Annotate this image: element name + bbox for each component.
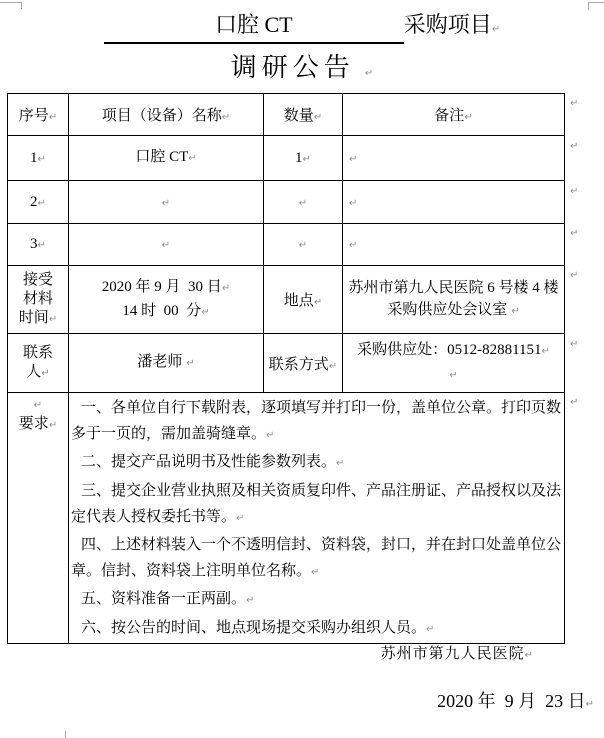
contact-method-label: 联系方式 <box>268 356 329 373</box>
header-name-cell <box>69 94 264 136</box>
paragraph-mark: ↵ <box>48 313 58 325</box>
require-label-mark-line <box>8 396 68 413</box>
accept-label-line2: 材料 <box>22 290 53 307</box>
qty-value: 1 <box>295 149 303 166</box>
require-content-cell <box>69 393 565 644</box>
title-line-1 <box>0 9 604 46</box>
paragraph-mark: ↵ <box>349 197 358 209</box>
paragraph-mark: ↵ <box>221 282 231 294</box>
seq-value: 1 <box>30 149 38 166</box>
paragraph-mark: ↵ <box>449 370 458 381</box>
location-line1-text: 苏州市第九人民医院 6 号楼 4 楼 <box>348 279 559 296</box>
contact-method-line2 <box>343 363 564 387</box>
paragraph-mark: ↵ <box>161 240 171 251</box>
paragraph-mark: ↵ <box>328 360 338 372</box>
header-note-cell <box>343 94 565 136</box>
require-item-6 <box>71 615 564 643</box>
title-suffix: 采购项目 <box>403 12 492 37</box>
row-end-paragraph-mark: ↵ <box>570 98 579 109</box>
require-item-1-text: 一、各单位自行下载附表，逐项填写并打印一份，盖单位公章。打印页数多于一页的，需加盖骑缝章。 <box>71 400 562 443</box>
paragraph-mark: ↵ <box>524 650 534 661</box>
accept-label-line1: 接受 <box>22 271 53 288</box>
paragraph-mark: ↵ <box>302 153 311 165</box>
accept-time-line1 <box>69 276 263 300</box>
paragraph-mark: ↵ <box>161 197 171 209</box>
name-cell <box>69 136 264 181</box>
announcement-table <box>7 93 565 644</box>
require-item-5 <box>71 586 564 614</box>
accept-label-line3 <box>8 309 68 329</box>
header-qty-cell <box>264 94 343 136</box>
seq-cell <box>8 181 69 224</box>
contact-row <box>8 334 565 393</box>
paragraph-mark: ↵ <box>186 358 195 369</box>
location-line2 <box>343 299 564 323</box>
paragraph-mark: ↵ <box>298 197 308 209</box>
seq-value: 3 <box>30 236 38 252</box>
paragraph-mark: ↵ <box>313 297 323 308</box>
name-cell <box>69 181 264 224</box>
accept-time-line2-text: 14 时 00 分 <box>122 302 202 319</box>
paragraph-mark: ↵ <box>426 623 435 635</box>
note-cell <box>343 136 565 181</box>
location-line1 <box>343 277 564 299</box>
location-label-cell <box>264 266 343 334</box>
require-item-2-text: 二、提交产品说明书及性能参数列表。 <box>81 454 337 471</box>
title-line-2 <box>0 50 604 92</box>
row-end-paragraph-mark: ↵ <box>570 397 579 408</box>
note-cell <box>343 224 565 266</box>
paragraph-mark: ↵ <box>33 400 43 411</box>
footer-date <box>0 687 594 713</box>
require-label-line <box>8 415 68 435</box>
paragraph-mark: ↵ <box>311 567 320 579</box>
title-line-2-text: 调研公告 <box>230 53 355 82</box>
qty-cell <box>264 136 343 181</box>
require-label-cell <box>8 393 69 644</box>
footer-organization-text: 苏州市第九人民医院 <box>380 646 525 662</box>
accept-time-line1-text: 2020 年 9 月 30 日 <box>101 278 222 295</box>
require-item-3 <box>71 478 564 532</box>
header-name-label: 项目（设备）名称 <box>101 108 222 124</box>
header-seq-label: 序号 <box>18 108 49 124</box>
require-item-1 <box>71 395 564 449</box>
qty-cell <box>264 224 343 266</box>
paragraph-mark: ↵ <box>349 240 358 251</box>
require-item-3-text: 三、提交企业营业执照及相关资质复印件、产品注册证、产品授权以及法定代表人授权委托书等。 <box>71 482 562 525</box>
location-line2-text: 采购供应处会议室 <box>387 301 512 318</box>
seq-value: 2 <box>30 193 38 210</box>
name-value: 口腔 CT <box>135 149 189 165</box>
requirements-row <box>8 393 565 644</box>
paragraph-mark: ↵ <box>313 112 323 123</box>
require-item-2 <box>71 449 564 477</box>
require-item-6-text: 六、按公告的时间、地点现场提交采购办组织人员。 <box>81 619 427 636</box>
paragraph-mark: ↵ <box>364 68 374 79</box>
contact-label-cell <box>8 334 69 393</box>
title-underline-segment <box>104 9 404 44</box>
paragraph-mark: ↵ <box>201 306 210 318</box>
table-header-row <box>8 94 565 136</box>
paragraph-mark: ↵ <box>221 112 231 123</box>
paragraph-mark: ↵ <box>48 112 58 123</box>
paragraph-mark: ↵ <box>491 24 501 35</box>
seq-cell <box>8 224 69 266</box>
item-row-1 <box>8 136 565 181</box>
paragraph-mark: ↵ <box>246 595 255 607</box>
contact-method-value: 采购供应处：0512-82881151 <box>357 342 542 358</box>
crop-mark-top-left <box>0 2 22 9</box>
item-row-2 <box>8 181 565 224</box>
contact-label-line1: 联系 <box>22 344 53 361</box>
title-blank-text: 口腔 CT <box>214 12 293 37</box>
accept-time-line2 <box>69 300 263 324</box>
paragraph-mark: ↵ <box>41 367 50 379</box>
contact-label-line2 <box>8 363 68 383</box>
paragraph-mark: ↵ <box>585 699 594 710</box>
require-item-5-text: 五、资料准备一正两副。 <box>81 591 247 608</box>
paragraph-mark: ↵ <box>464 112 473 123</box>
header-qty-label: 数量 <box>283 108 314 124</box>
require-item-4 <box>71 532 564 586</box>
contact-method-value-cell <box>343 334 565 393</box>
require-label: 要求 <box>18 416 49 432</box>
row-end-paragraph-mark: ↵ <box>570 339 579 350</box>
location-label: 地点 <box>283 293 314 309</box>
name-cell <box>69 224 264 266</box>
paragraph-mark: ↵ <box>266 430 275 442</box>
seq-cell <box>8 136 69 181</box>
header-note-label: 备注 <box>434 108 465 124</box>
contact-person-value: 潘老师 <box>137 354 187 370</box>
crop-mark-bottom-left <box>65 731 66 738</box>
qty-cell <box>264 181 343 224</box>
paragraph-mark: ↵ <box>37 153 46 165</box>
footer-organization <box>0 642 534 663</box>
location-value-cell <box>343 266 565 334</box>
header-seq-cell <box>8 94 69 136</box>
paragraph-mark: ↵ <box>236 512 245 524</box>
footer-date-text: 2020 年 9 月 23 日 <box>437 691 586 711</box>
paragraph-mark: ↵ <box>336 458 345 470</box>
paragraph-mark: ↵ <box>37 240 46 251</box>
row-end-paragraph-mark: ↵ <box>570 186 579 197</box>
accept-label-line3-text: 时间 <box>18 309 49 326</box>
contact-method-label-cell <box>264 334 343 393</box>
contact-method-line1 <box>343 339 564 363</box>
accept-time-label-cell <box>8 266 69 334</box>
row-end-paragraph-mark: ↵ <box>570 228 579 239</box>
contact-label-line2-text: 人 <box>26 363 42 380</box>
note-cell <box>343 181 565 224</box>
paragraph-mark: ↵ <box>541 346 550 357</box>
accept-time-value-cell <box>69 266 264 334</box>
require-item-4-text: 四、上述材料装入一个不透明信封、资料袋，封口，并在封口处盖单位公章。信封、资料袋上注明单位名称。 <box>71 537 562 580</box>
paragraph-mark: ↵ <box>188 153 197 164</box>
row-end-paragraph-mark: ↵ <box>570 270 579 281</box>
accept-material-row <box>8 266 565 334</box>
item-row-3 <box>8 224 565 266</box>
paragraph-mark: ↵ <box>48 420 58 431</box>
row-end-paragraph-mark: ↵ <box>570 141 579 152</box>
contact-person-cell <box>69 334 264 393</box>
paragraph-mark: ↵ <box>298 240 308 251</box>
paragraph-mark: ↵ <box>511 305 520 317</box>
paragraph-mark: ↵ <box>349 153 358 165</box>
paragraph-mark: ↵ <box>37 197 46 209</box>
